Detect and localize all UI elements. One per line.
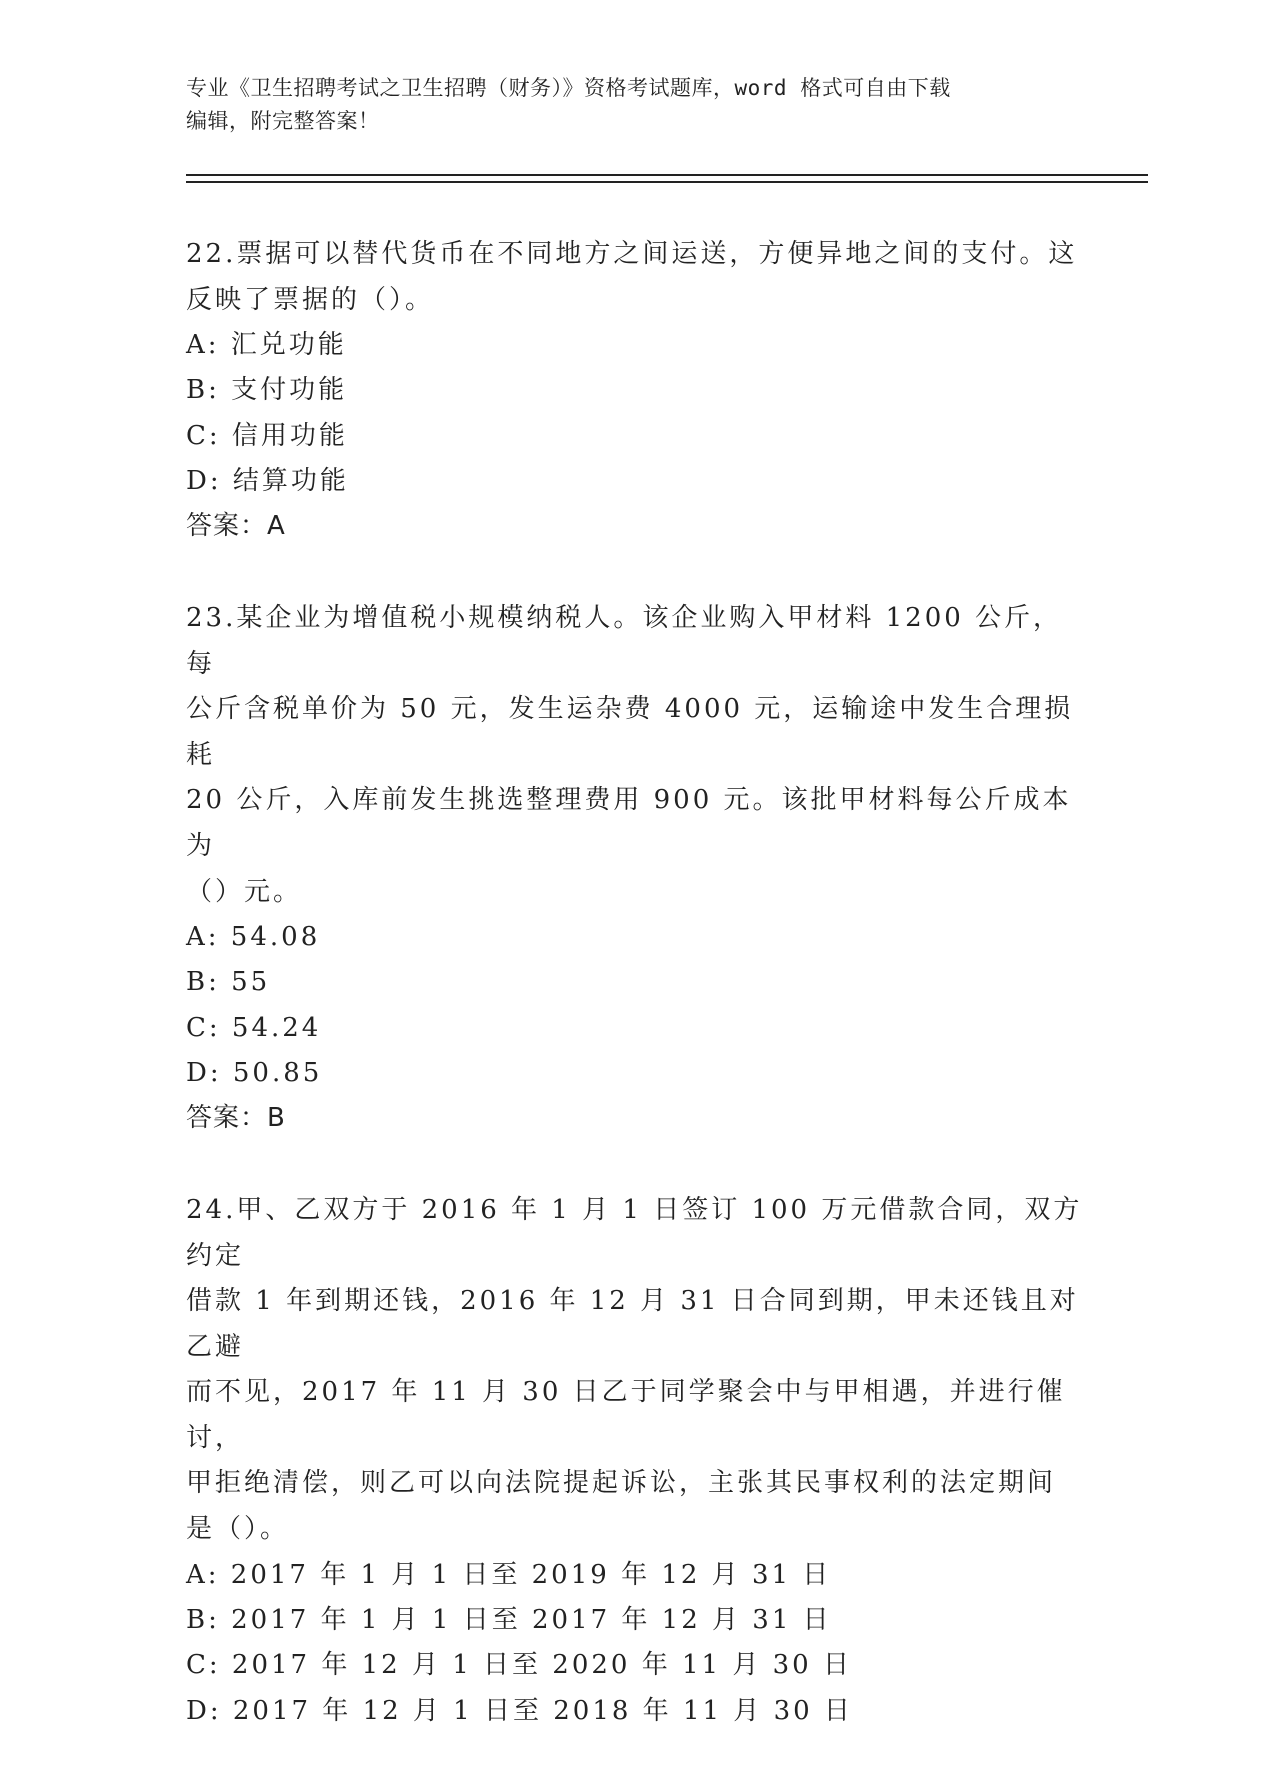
question-stem-line: 24.甲、乙双方于 2016 年 1 月 1 日签订 100 万元借款合同，双方约定 xyxy=(186,1194,1083,1271)
option-b: B: 2017 年 1 月 1 日至 2017 年 12 月 31 日 xyxy=(186,1604,832,1635)
option-c: C: 信用功能 xyxy=(186,420,348,451)
question-stem-line: 借款 1 年到期还钱，2016 年 12 月 31 日合同到期，甲未还钱且对乙避 xyxy=(186,1286,1079,1362)
header-divider-top xyxy=(186,174,1148,176)
option-d: D: 结算功能 xyxy=(186,466,349,497)
header-line-2: 编辑，附完整答案！ xyxy=(186,109,380,133)
question-22 xyxy=(186,232,1086,550)
option-a: A: 54.08 xyxy=(186,922,321,953)
question-stem-line: （）元。 xyxy=(186,876,303,907)
option-b: B: 支付功能 xyxy=(186,375,348,406)
header-line-1: 专业《卫生招聘考试之卫生招聘（财务）》资格考试题库，word 格式可自由下载 xyxy=(186,76,951,100)
option-c: C: 2017 年 12 月 1 日至 2020 年 11 月 30 日 xyxy=(186,1650,852,1681)
question-stem-line: 23.某企业为增值税小规模纳税人。该企业购入甲材料 1200 公斤，每 xyxy=(186,602,1063,679)
question-stem-line: 20 公斤，入库前发生挑选整理费用 900 元。该批甲材料每公斤成本为 xyxy=(186,785,1072,861)
option-b: B: 55 xyxy=(186,967,271,998)
option-a: A: 2017 年 1 月 1 日至 2019 年 12 月 31 日 xyxy=(186,1559,832,1590)
question-stem-line: 甲拒绝清偿，则乙可以向法院提起诉讼，主张其民事权利的法定期间 xyxy=(186,1468,1057,1499)
question-24 xyxy=(186,1188,1086,1734)
option-d: D: 2017 年 12 月 1 日至 2018 年 11 月 30 日 xyxy=(186,1695,853,1726)
question-stem-line: 公斤含税单价为 50 元，发生运杂费 4000 元，运输途中发生合理损耗 xyxy=(186,694,1074,770)
header-divider-bottom xyxy=(186,181,1148,183)
question-stem-line: 而不见，2017 年 11 月 30 日乙于同学聚会中与甲相遇，并进行催讨， xyxy=(186,1377,1066,1453)
answer: 答案：B xyxy=(186,1103,286,1134)
document-header xyxy=(186,72,1086,138)
question-stem-line: 反映了票据的（）。 xyxy=(186,284,435,315)
question-stem-line: 是（）。 xyxy=(186,1514,290,1545)
option-a: A: 汇兑功能 xyxy=(186,330,347,361)
option-d: D: 50.85 xyxy=(186,1058,323,1089)
question-23 xyxy=(186,596,1086,1142)
answer: 答案：A xyxy=(186,511,286,542)
question-stem-line: 22.票据可以替代货币在不同地方之间运送，方便异地之间的支付。这 xyxy=(186,239,1078,269)
question-list xyxy=(186,232,1086,1780)
option-c: C: 54.24 xyxy=(186,1012,322,1043)
